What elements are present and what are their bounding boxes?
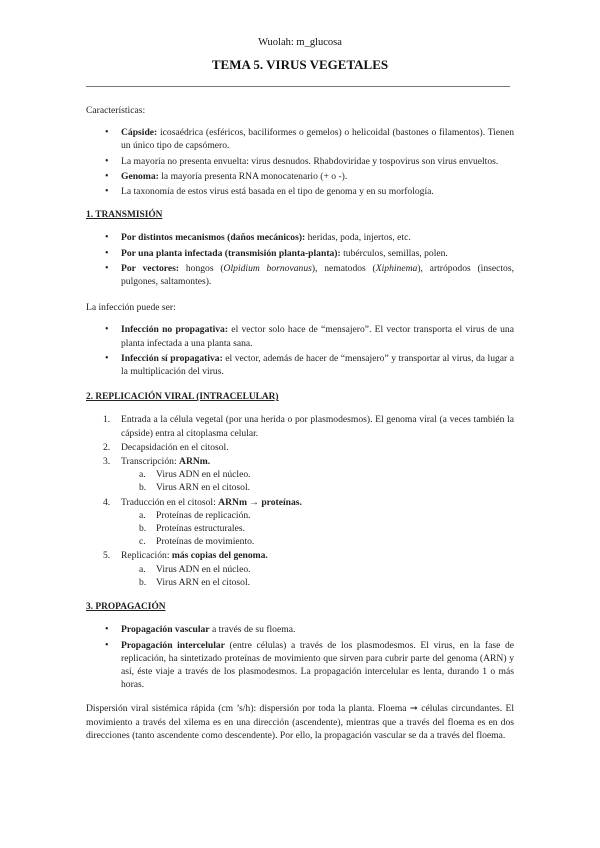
- sub-item: a. Virus ADN en el núcleo.: [139, 563, 251, 575]
- list-item: • Por una planta infectada (transmisión planta-planta): tubérculos, semillas, polen.: [86, 247, 514, 260]
- list-item: 2. Decapsidación en el citosol.: [103, 441, 229, 453]
- title-divider: [86, 86, 510, 87]
- sub-item: b. Proteínas estructurales.: [139, 523, 245, 535]
- list-item: • Infección sí propagativa: el vector, además de hacer de “mensajero” y transportar al virus, da lugar a la multiplicación del virus.: [86, 352, 514, 378]
- sub-item: a. Proteínas de replicación.: [139, 509, 251, 521]
- sub-list: [121, 563, 514, 589]
- list-item: • La mayoría no presenta envuelta: virus desnudos. Rhabdoviridae y tospovirus son virus envueltos.: [86, 155, 514, 168]
- section-heading-transmision: 1. TRANSMISIÓN: [86, 210, 163, 221]
- propagation-list: [86, 623, 514, 691]
- final-paragraph: Dispersión viral sistémica rápida (cm ’s/h): dispersión por toda la planta. Floema ➞ células circundantes. El movimiento a través del xilema es en una dirección (ascendente), mientras que a través del floema es en dos direcciones (tanto ascendente como descendente). Por ello, la propagación vascular se da a través del floema.: [86, 703, 514, 741]
- infection-intro: La infección puede ser:: [86, 302, 176, 314]
- sub-item: b. Virus ARN en el citosol.: [139, 576, 251, 588]
- document-body: [86, 104, 514, 742]
- list-item: • Propagación vascular a través de su floema.: [86, 623, 514, 636]
- list-item: • Por vectores: hongos (Olpidium bornovanus), nematodos (Xiphinema), artrópodos (insectos, pulgones, saltamontes).: [86, 262, 514, 288]
- list-item: 4. Traducción en el citosol: ARNm → proteínas. a. Proteínas de replicación. b. Proteínas estructurales. c. Proteínas de movimiento.: [86, 496, 514, 549]
- sub-item: c. Proteínas de movimiento.: [139, 536, 255, 548]
- sub-item: a. Virus ADN en el núcleo.: [139, 469, 251, 481]
- list-item: • La taxonomía de estos virus está basada en el tipo de genoma y en su morfología.: [86, 185, 514, 198]
- sub-list: [121, 468, 514, 494]
- page-title: TEMA 5. VIRUS VEGETALES: [211, 57, 389, 72]
- list-item: • Infección no propagativa: el vector solo hace de “mensajero”. El vector transporta el virus de una planta infectada a una planta sana.: [86, 323, 514, 349]
- sub-list: [121, 509, 514, 549]
- section-heading-replicacion: 2. REPLICACIÓN VIRAL (INTRACELULAR): [86, 392, 279, 403]
- list-item: 3. Transcripción: ARNm. a. Virus ADN en el núcleo. b. Virus ARN en el citosol.: [86, 455, 514, 495]
- replication-steps: [86, 413, 514, 589]
- list-item: • Cápside: icosaédrica (esféricos, baciliformes o gemelos) o helicoidal (bastones o filamentos). Tienen un único tipo de capsómero.: [86, 126, 514, 152]
- list-item: • Genoma: la mayoría presenta RNA monocatenario (+ o -).: [86, 170, 514, 183]
- characteristics-list: [86, 126, 514, 198]
- transmission-list: [86, 231, 514, 288]
- list-item: 5. Replicación: más copias del genoma. a. Virus ADN en el núcleo. b. Virus ARN en el citosol.: [86, 549, 514, 589]
- characteristics-intro: Características:: [86, 105, 146, 116]
- section-heading-propagacion: 3. PROPAGACIÓN: [86, 602, 166, 613]
- sub-item: b. Virus ARN en el citosol.: [139, 482, 251, 494]
- list-item: • Por distintos mecanismos (daños mecánicos): heridas, poda, injertos, etc.: [86, 231, 514, 244]
- list-item: 1. Entrada a la célula vegetal (por una herida o por plasmodesmos). El genoma viral (a veces también la cápside) entra al citoplasma celular.: [103, 414, 514, 439]
- infection-list: [86, 323, 514, 378]
- watermark: Wuolah: m_glucosa: [258, 37, 342, 48]
- list-item: • Propagación intercelular (entre células) a través de los plasmodesmos. El virus, en la fase de replicación, ha sintetizado proteínas de movimiento que sirven para cubrir parte del genoma (ARN) y así, éste viaje a través de los plasmodesmos. La propagación intercelular es lenta, durando 1 o más horas.: [86, 639, 514, 692]
